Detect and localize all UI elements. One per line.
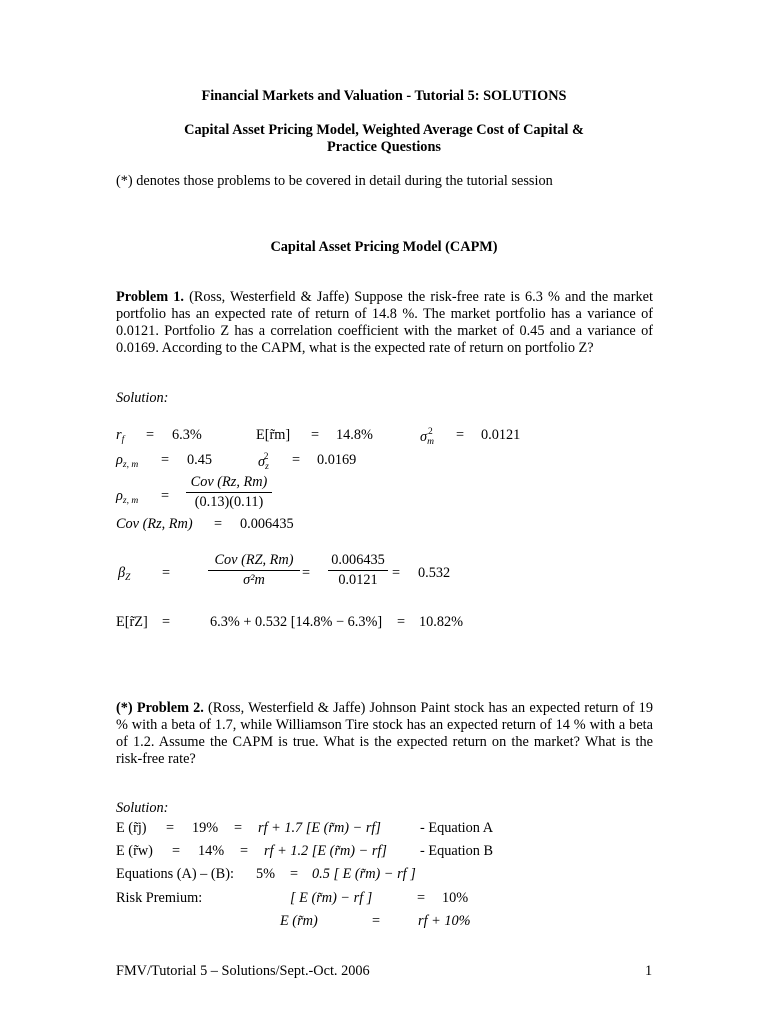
eq-equals: = — [397, 614, 406, 630]
eq-rho: $\rho_{z, m}$ — [116, 452, 139, 470]
eq-equals: = — [234, 820, 243, 836]
eq-beta-numerator: Cov (RZ, Rm) — [214, 552, 294, 568]
equation-a-label: - Equation A — [420, 820, 494, 836]
eq-rf-value: 6.3% — [172, 427, 202, 443]
problem1-label: Problem 1. — [116, 289, 184, 305]
eq-sigma-m-value: 0.0121 — [481, 427, 521, 443]
eq-equals: = — [240, 843, 249, 859]
eq-erw: E (r̃w) — [116, 843, 153, 859]
eq-cov-value: 0.006435 — [240, 516, 294, 532]
eq-diff-rhs: 0.5 [ E (r̃m) − rf ] — [312, 866, 416, 882]
eq-equals: = — [166, 820, 175, 836]
eq-beta-denominator: σ²m — [208, 570, 300, 589]
eq-rho-value: 0.45 — [187, 452, 213, 468]
eq-sigma-m: $\sigma_m^2$ — [420, 427, 434, 447]
eq-equals: = — [417, 890, 426, 906]
eq-erj-value: 19% — [192, 820, 219, 836]
document-subtitle-line2: Practice Questions — [327, 139, 441, 155]
eq-equals: = — [161, 452, 170, 468]
eq-beta: $\beta_Z$ — [118, 565, 131, 583]
eq-equals: = — [372, 913, 381, 929]
eq-rho: $\rho_{z, m}$ — [116, 488, 139, 506]
eq-erw-rhs: rf + 1.2 [E (r̃m) − rf] — [264, 843, 387, 859]
eq-erw-value: 14% — [198, 843, 225, 859]
eq-erm-rhs: rf + 10% — [418, 913, 471, 929]
problem1-solution-label: Solution: — [116, 390, 169, 406]
eq-rho-fraction — [186, 474, 272, 511]
problem2-solution-label: Solution: — [116, 800, 169, 816]
eq-cov-lhs: Cov (Rz, Rm) — [116, 516, 193, 532]
eq-rf: $r_f$ — [116, 427, 125, 445]
eq-beta-denominator-numeric: 0.0121 — [328, 570, 388, 589]
eq-rho-numerator: Cov (Rz, Rm) — [190, 474, 268, 490]
eq-beta-fraction — [208, 552, 300, 589]
eq-beta-numerator-numeric: 0.006435 — [331, 552, 385, 568]
risk-premium-label: Risk Premium: — [116, 890, 203, 906]
eq-sigma-z-value: 0.0169 — [317, 452, 357, 468]
eq-diff-value: 5% — [256, 866, 276, 882]
eq-erj-rhs: rf + 1.7 [E (r̃m) − rf] — [258, 820, 381, 836]
eq-equals: = — [290, 866, 299, 882]
problem2-text: (Ross, Westerfield & Jaffe) Johnson Paint stock has an expected return of 19 % with a beta of 1.7, while Williamson Tire stock has an expected return of 14 % with a beta of 1.2. Assume the CAPM is true. What is the expected return on the market? What is the risk-free rate? — [116, 700, 653, 767]
eq-equals: = — [456, 427, 465, 443]
eq-beta-value: 0.532 — [418, 565, 451, 581]
eq-equals: = — [162, 614, 171, 630]
problem1-text: (Ross, Westerfield & Jaffe) Suppose the risk-free rate is 6.3 % and the market portfolio has an expected rate of return of 14.8 %. The market portfolio has a variance of 0.0121. Portfolio Z has a correlation coefficient with the market of 0.45 and a variance of 0.0169. According to the CAPM, what is the expected rate of return on portfolio Z? — [116, 289, 653, 356]
eq-equals: = — [161, 488, 170, 504]
eq-erz-value: 10.82% — [419, 614, 464, 630]
problem1-paragraph — [116, 289, 653, 357]
eq-diff-lhs: Equations (A) – (B): — [116, 866, 234, 882]
eq-erz-lhs: E[r̃Z] — [116, 614, 148, 630]
document-subtitle-line1: Capital Asset Pricing Model, Weighted Average Cost of Capital & — [184, 122, 584, 138]
eq-equals: = — [311, 427, 320, 443]
equation-b-label: - Equation B — [420, 843, 494, 859]
eq-erm-lhs: E (r̃m) — [280, 913, 318, 929]
eq-equals: = — [146, 427, 155, 443]
eq-equals: = — [292, 452, 301, 468]
problem2-label: (*) Problem 2. — [116, 700, 204, 716]
eq-erm: E[r̃m] — [256, 427, 291, 443]
tutorial-note: (*) denotes those problems to be covered in detail during the tutorial session — [116, 173, 553, 189]
eq-equals: = — [302, 565, 311, 581]
problem2-paragraph — [116, 700, 653, 768]
eq-erz-expression: 6.3% + 0.532 [14.8% − 6.3%] — [210, 614, 383, 630]
page-number: 1 — [645, 963, 653, 979]
eq-rho-denominator: (0.13)(0.11) — [186, 492, 272, 511]
eq-equals: = — [172, 843, 181, 859]
eq-erm-value: 14.8% — [336, 427, 373, 443]
eq-equals: = — [162, 565, 171, 581]
document-title: Financial Markets and Valuation - Tutorial 5: SOLUTIONS — [201, 88, 567, 104]
eq-sigma-z: $\sigma_z^2$ — [258, 452, 269, 472]
footer-text: FMV/Tutorial 5 – Solutions/Sept.-Oct. 2006 — [116, 963, 370, 979]
eq-equals: = — [214, 516, 223, 532]
risk-premium-value: 10% — [442, 890, 469, 906]
eq-equals: = — [392, 565, 401, 581]
eq-erj: E (r̃j) — [116, 820, 147, 836]
risk-premium-expression: [ E (r̃m) − rf ] — [290, 890, 373, 906]
section-heading-capm: Capital Asset Pricing Model (CAPM) — [270, 239, 498, 255]
eq-beta-fraction-numeric — [328, 552, 388, 589]
